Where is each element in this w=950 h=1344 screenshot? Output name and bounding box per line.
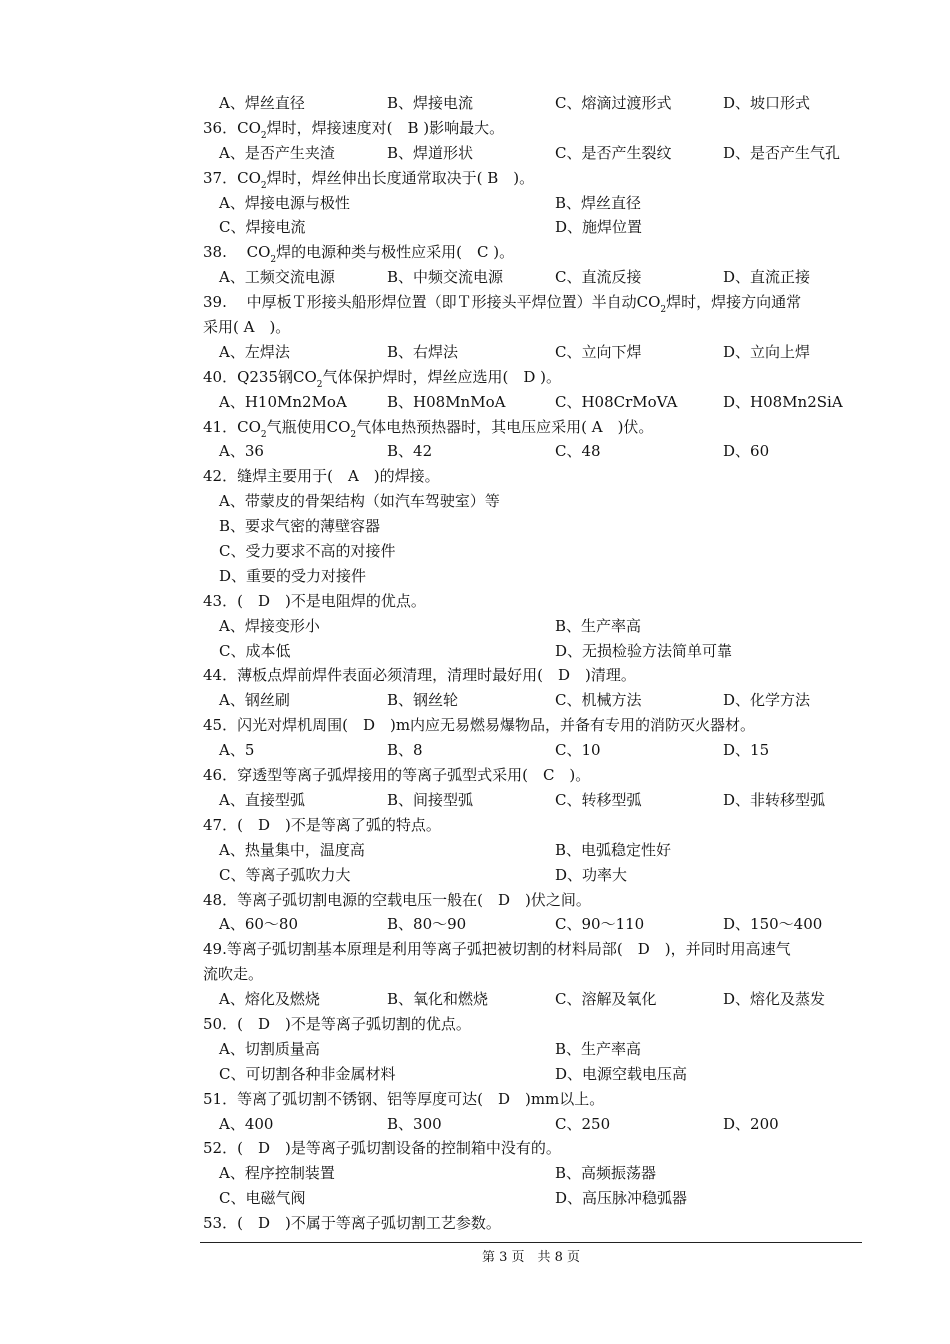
- option-c: C、溶解及氧化: [555, 990, 657, 1009]
- question-line: [203, 937, 863, 962]
- question-text: 气体电热预热器时，其电压应采用( A )伏。: [356, 417, 654, 436]
- option-right: B、生产率高: [555, 1039, 642, 1058]
- option-d: D、200: [723, 1114, 779, 1133]
- option-row: [203, 564, 863, 589]
- question-text: 焊时，焊接速度对( B )影响最大。: [266, 118, 505, 137]
- option-b: B、右焊法: [387, 342, 459, 361]
- option-c: C、48: [555, 442, 601, 461]
- question-text: 焊时，焊丝伸出长度通常取决于( B )。: [266, 168, 535, 187]
- question-text: 47．( D )不是等离了弧的特点。: [203, 815, 441, 834]
- option-d: D、直流正接: [723, 268, 811, 287]
- option-row: [203, 489, 863, 514]
- question-line: [203, 763, 863, 788]
- option-b: B、8: [387, 741, 423, 760]
- option-row: [203, 265, 863, 290]
- option-row: [203, 191, 863, 216]
- option-right: B、电弧稳定性好: [555, 840, 672, 859]
- option-right: D、高压脉冲稳弧器: [555, 1189, 688, 1208]
- question-line: [203, 464, 863, 489]
- question-text: 38. CO: [203, 243, 271, 262]
- option-row: [203, 838, 863, 863]
- option-d: D、熔化及蒸发: [723, 990, 826, 1009]
- option-a: A、焊丝直径: [219, 94, 305, 112]
- question-text: 37．CO: [203, 168, 261, 187]
- option-left: A、热量集中，温度高: [219, 840, 365, 859]
- question-text: 46．穿透型等离子弧焊接用的等离子弧型式采用( C )。: [203, 766, 591, 785]
- question-text: 48．等离子弧切割电源的空载电压一般在( D )伏之间。: [203, 890, 591, 909]
- option-single: A、带蒙皮的骨架结构（如汽车驾驶室）等: [219, 492, 500, 511]
- question-line: [203, 240, 863, 265]
- question-text: 40．Q235钢CO: [203, 367, 317, 386]
- subscript: 2: [260, 429, 267, 440]
- option-c: C、转移型弧: [555, 790, 642, 809]
- subscript: 2: [316, 379, 323, 390]
- option-row: [203, 1186, 863, 1211]
- question-text: 41．CO: [203, 417, 261, 436]
- subscript: 2: [660, 305, 667, 316]
- option-row: [203, 987, 863, 1012]
- option-b: B、氧化和燃烧: [387, 990, 489, 1009]
- option-right: B、焊丝直径: [555, 193, 642, 212]
- question-text: 43．( D )不是电阻焊的优点。: [203, 591, 426, 610]
- option-d: D、15: [723, 741, 770, 760]
- option-single: C、受力要求不高的对接件: [219, 542, 396, 561]
- option-c: C、250: [555, 1114, 611, 1133]
- option-c: C、10: [555, 741, 601, 760]
- question-text: 51．等离了弧切割不锈钢、铝等厚度可达( D )mm以上。: [203, 1089, 605, 1108]
- option-d: D、H08Mn2SiA: [723, 392, 843, 411]
- option-d: D、是否产生气孔: [723, 143, 841, 162]
- option-a: A、左焊法: [219, 342, 290, 361]
- option-c: C、90～110: [555, 915, 645, 934]
- option-d: D、60: [723, 442, 770, 461]
- question-text: 焊的电源种类与极性应采用( C )。: [276, 243, 515, 262]
- question-line: [203, 713, 863, 738]
- question-line: [203, 166, 863, 191]
- option-c: C、是否产生裂纹: [555, 143, 672, 162]
- question-text: 50．( D )不是等离子弧切割的优点。: [203, 1014, 471, 1033]
- option-a: A、钢丝刷: [219, 691, 290, 710]
- question-line: [203, 290, 863, 315]
- question-text: 39. 中厚板Ｔ形接头船形焊位置（即Ｔ形接头平焊位置）半自动CO: [203, 293, 661, 312]
- option-single: D、重要的受力对接件: [219, 566, 367, 585]
- option-right: D、功率大: [555, 865, 628, 884]
- option-row: [203, 390, 863, 415]
- option-left: A、程序控制装置: [219, 1164, 335, 1183]
- question-text: 采用( A )。: [203, 318, 291, 337]
- option-row: [203, 514, 863, 539]
- option-left: C、等离子弧吹力大: [219, 865, 351, 884]
- option-c: C、立向下焊: [555, 342, 642, 361]
- option-d: D、立向上焊: [723, 342, 811, 361]
- option-row: [203, 1161, 863, 1186]
- option-d: D、150～400: [723, 915, 823, 934]
- option-a: A、是否产生夹渣: [219, 143, 335, 162]
- option-row: [203, 863, 863, 888]
- subscript: 2: [350, 429, 357, 440]
- option-row: [203, 912, 863, 937]
- question-text: 44．薄板点焊前焊件表面必须清理，清理时最好用( D )清理。: [203, 666, 636, 685]
- option-b: B、间接型弧: [387, 790, 474, 809]
- option-a: A、熔化及燃烧: [219, 990, 320, 1009]
- question-text: 49.等离子弧切割基本原理是利用等离子弧把被切割的材料局部( D )，并同时用高速气: [203, 940, 791, 959]
- option-right: D、无损检验方法简单可靠: [555, 641, 733, 660]
- question-text: 42．缝焊主要用于( A )的焊接。: [203, 467, 440, 486]
- option-left: C、电磁气阀: [219, 1189, 306, 1208]
- option-row: [203, 688, 863, 713]
- option-row: [203, 539, 863, 564]
- footer-divider: [200, 1242, 862, 1243]
- option-left: A、切割质量高: [219, 1039, 320, 1058]
- question-list: [203, 91, 863, 1236]
- option-b: B、H08MnMoA: [387, 392, 506, 411]
- option-row: [203, 738, 863, 763]
- question-line: [203, 365, 863, 390]
- question-line: [203, 962, 863, 987]
- question-text: 焊时，焊接方向通常: [666, 293, 802, 312]
- option-a: A、5: [219, 741, 255, 760]
- question-line: [203, 1087, 863, 1112]
- option-b: B、钢丝轮: [387, 691, 459, 710]
- option-single: B、要求气密的薄壁容器: [219, 517, 381, 536]
- option-left: A、焊接变形小: [219, 616, 320, 635]
- option-a: A、400: [219, 1114, 274, 1133]
- question-line: [203, 116, 863, 141]
- option-left: C、可切割各种非金属材料: [219, 1064, 396, 1083]
- option-b: B、42: [387, 442, 433, 461]
- option-b: B、焊接电流: [387, 94, 474, 112]
- question-line: [203, 1211, 863, 1236]
- option-left: A、焊接电源与极性: [219, 193, 350, 212]
- question-text: 45．闪光对焊机周围( D )m内应无易燃易爆物品，并备有专用的消防灭火器材。: [203, 716, 756, 735]
- option-d: D、化学方法: [723, 691, 811, 710]
- option-left: C、成本低: [219, 641, 291, 660]
- question-line: [203, 315, 863, 340]
- option-row: [203, 340, 863, 365]
- option-b: B、80～90: [387, 915, 467, 934]
- option-b: B、焊道形状: [387, 143, 474, 162]
- option-right: D、施焊位置: [555, 218, 643, 237]
- option-row: [203, 639, 863, 664]
- option-a: A、直接型弧: [219, 790, 305, 809]
- option-row: [203, 215, 863, 240]
- option-row: [203, 141, 863, 166]
- question-text: 53．( D )不属于等离子弧切割工艺参数。: [203, 1214, 501, 1233]
- option-row: [203, 439, 863, 464]
- option-d: D、坡口形式: [723, 94, 811, 112]
- option-a: A、工频交流电源: [219, 268, 335, 287]
- option-c: C、直流反接: [555, 268, 642, 287]
- option-b: B、中频交流电源: [387, 268, 504, 287]
- option-d: D、非转移型弧: [723, 790, 826, 809]
- option-row: [203, 614, 863, 639]
- question-line: [203, 415, 863, 440]
- question-line: [203, 1136, 863, 1161]
- question-text: 气体保护焊时，焊丝应选用( D )。: [322, 367, 562, 386]
- option-row: [203, 1062, 863, 1087]
- question-line: [203, 589, 863, 614]
- question-line: [203, 663, 863, 688]
- question-text: 36．CO: [203, 118, 261, 137]
- subscript: 2: [260, 130, 267, 141]
- option-b: B、300: [387, 1114, 442, 1133]
- option-c: C、机械方法: [555, 691, 642, 710]
- option-row: [203, 788, 863, 813]
- option-right: B、高频振荡器: [555, 1164, 657, 1183]
- question-text: 气瓶使用CO: [266, 417, 351, 436]
- question-line: [203, 888, 863, 913]
- option-a: A、36: [219, 442, 264, 461]
- option-a: A、60～80: [219, 915, 299, 934]
- question-text: 流吹走。: [203, 965, 264, 984]
- option-c: C、熔滴过渡形式: [555, 94, 672, 112]
- option-left: C、焊接电流: [219, 218, 306, 237]
- question-line: [203, 1012, 863, 1037]
- option-right: B、生产率高: [555, 616, 642, 635]
- subscript: 2: [270, 255, 277, 266]
- option-c: C、H08CrMoVA: [555, 392, 678, 411]
- question-text: 52．( D )是等离子弧切割设备的控制箱中没有的。: [203, 1139, 561, 1158]
- page-footer: 第 3 页 共 8 页: [481, 1250, 581, 1265]
- question-line: [203, 813, 863, 838]
- option-row: [203, 1112, 863, 1137]
- option-row: [203, 91, 863, 116]
- option-a: A、H10Mn2MoA: [219, 392, 347, 411]
- option-right: D、电源空载电压高: [555, 1064, 688, 1083]
- subscript: 2: [260, 180, 267, 191]
- option-row: [203, 1037, 863, 1062]
